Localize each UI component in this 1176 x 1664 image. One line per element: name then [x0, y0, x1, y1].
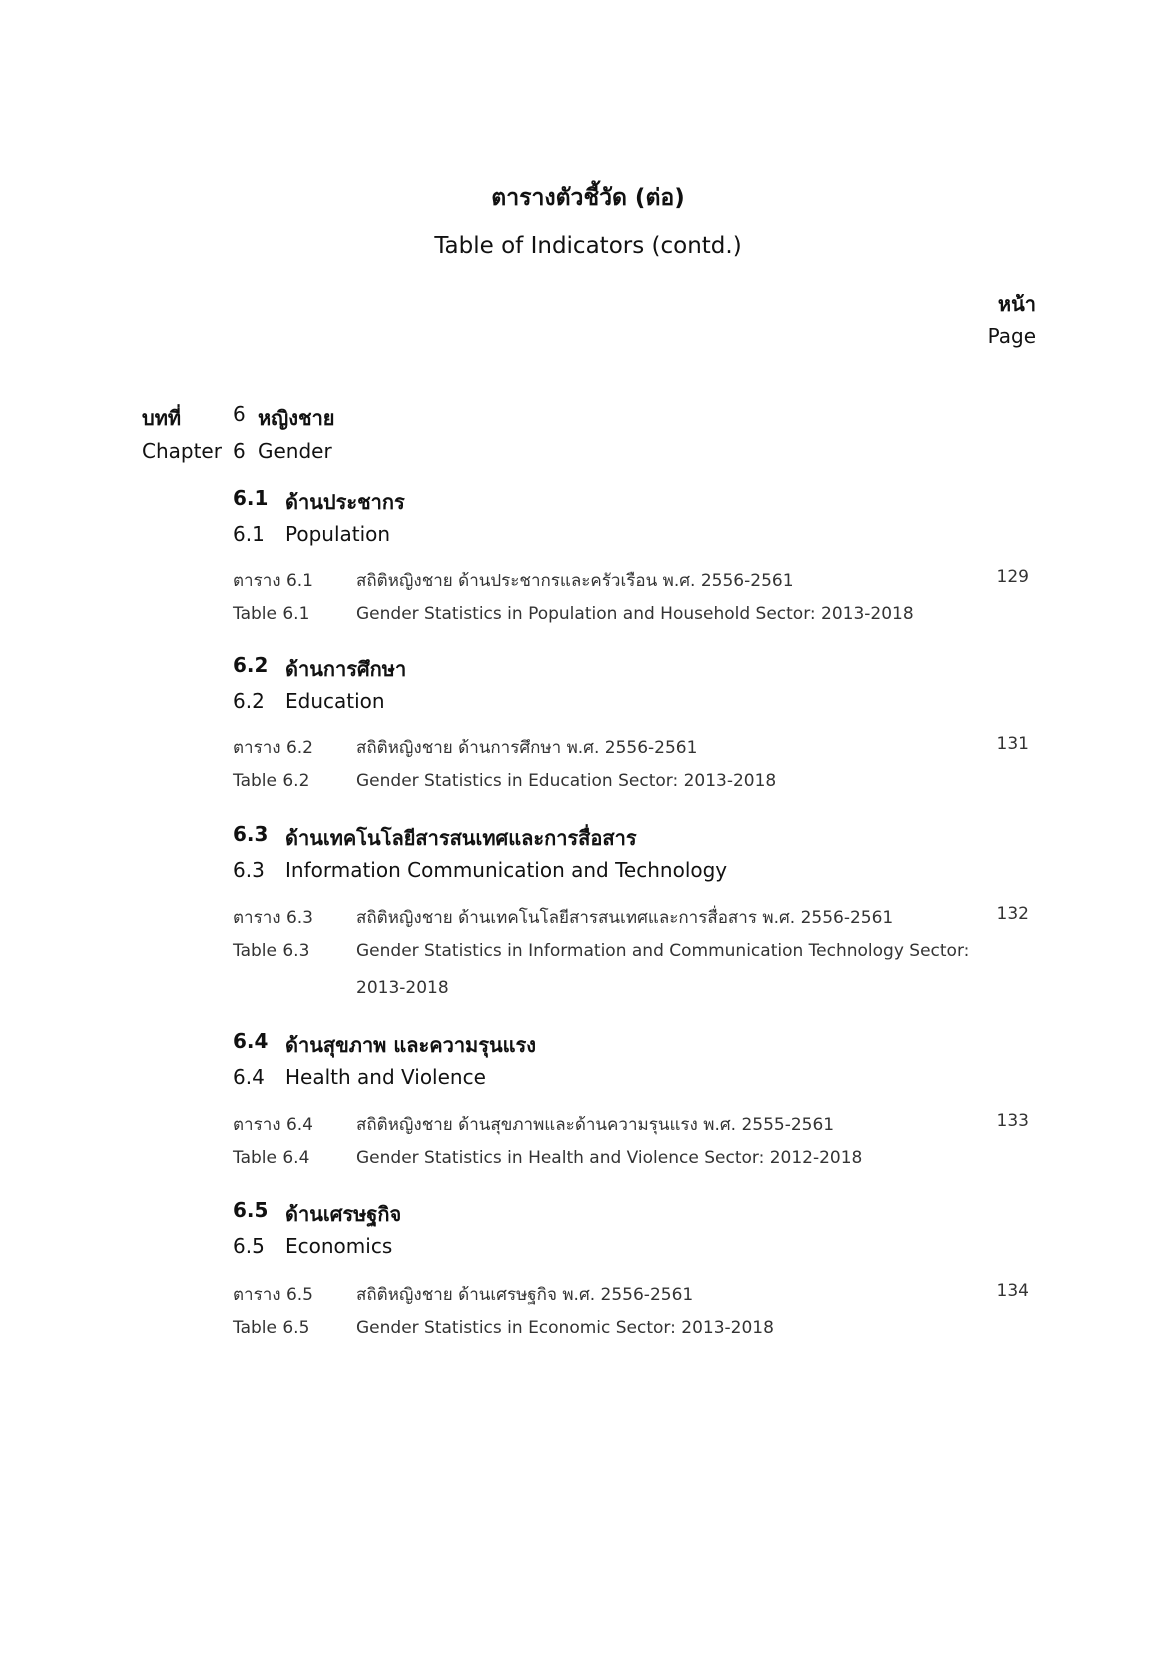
page-title-thai: ตารางตัวชี้วัด (ต่อ) [491, 185, 685, 211]
section-number-english: 6.1 [233, 522, 265, 546]
section-number-thai: 6.2 [233, 653, 269, 677]
table-page-number: 134 [996, 1281, 1029, 1301]
section-number-thai: 6.5 [233, 1198, 269, 1222]
table-title-english: Gender Statistics in Information and Communication Technology Sector: [356, 941, 970, 961]
chapter-number-english: 6 [233, 439, 246, 463]
section-number-english: 6.3 [233, 858, 265, 882]
section-title-thai: ด้านประชากร [285, 490, 405, 514]
chapter-label-thai: บทที่ [142, 406, 182, 430]
table-page-number: 131 [996, 734, 1029, 754]
section-title-thai: ด้านเศรษฐกิจ [285, 1202, 402, 1226]
table-label-english: Table 6.5 [233, 1318, 310, 1338]
table-title-thai: สถิติหญิงชาย ด้านเทคโนโลยีสารสนเทศและการสื่อสาร พ.ศ. 2556-2561 [356, 908, 894, 928]
page-column-label-thai: หน้า [997, 292, 1036, 316]
table-title-english: Gender Statistics in Population and Household Sector: 2013-2018 [356, 604, 914, 624]
table-title-english: Gender Statistics in Health and Violence Sector: 2012-2018 [356, 1148, 863, 1168]
table-label-english: Table 6.3 [233, 941, 310, 961]
section-title-english: Economics [285, 1234, 393, 1258]
table-page-number: 132 [996, 904, 1029, 924]
table-label-thai: ตาราง 6.3 [233, 908, 314, 928]
chapter-label-english: Chapter [142, 439, 222, 463]
section-title-thai: ด้านการศึกษา [285, 657, 407, 681]
page-title-english: Table of Indicators (contd.) [434, 233, 742, 259]
chapter-name-english: Gender [258, 439, 332, 463]
table-label-english: Table 6.4 [233, 1148, 310, 1168]
section-title-english: Health and Violence [285, 1065, 486, 1089]
table-title-english: Gender Statistics in Economic Sector: 2013-2018 [356, 1318, 774, 1338]
table-label-english: Table 6.2 [233, 771, 310, 791]
table-title-english: Gender Statistics in Education Sector: 2013-2018 [356, 771, 777, 791]
table-title-thai: สถิติหญิงชาย ด้านการศึกษา พ.ศ. 2556-2561 [356, 738, 698, 758]
section-title-english: Information Communication and Technology [285, 858, 728, 882]
table-title-thai: สถิติหญิงชาย ด้านสุขภาพและด้านความรุนแรง พ.ศ. 2555-2561 [356, 1115, 835, 1135]
table-label-thai: ตาราง 6.1 [233, 571, 314, 591]
table-page-number: 133 [996, 1111, 1029, 1131]
table-title-thai: สถิติหญิงชาย ด้านประชากรและครัวเรือน พ.ศ. 2556-2561 [356, 571, 794, 591]
table-label-thai: ตาราง 6.4 [233, 1115, 314, 1135]
table-title-english-continued: 2013-2018 [356, 978, 449, 998]
chapter-name-thai: หญิงชาย [258, 406, 335, 430]
page-column-label-english: Page [987, 324, 1036, 348]
section-number-english: 6.4 [233, 1065, 265, 1089]
section-number-thai: 6.3 [233, 822, 269, 846]
table-title-thai: สถิติหญิงชาย ด้านเศรษฐกิจ พ.ศ. 2556-2561 [356, 1285, 694, 1305]
section-number-thai: 6.1 [233, 486, 269, 510]
section-number-english: 6.2 [233, 689, 265, 713]
section-title-english: Population [285, 522, 391, 546]
table-label-thai: ตาราง 6.2 [233, 738, 314, 758]
chapter-number-thai: 6 [233, 402, 246, 426]
section-number-thai: 6.4 [233, 1029, 269, 1053]
table-label-thai: ตาราง 6.5 [233, 1285, 314, 1305]
section-number-english: 6.5 [233, 1234, 265, 1258]
section-title-thai: ด้านเทคโนโลยีสารสนเทศและการสื่อสาร [285, 826, 637, 850]
section-title-thai: ด้านสุขภาพ และความรุนแรง [285, 1033, 537, 1057]
table-label-english: Table 6.1 [233, 604, 310, 624]
section-title-english: Education [285, 689, 385, 713]
table-page-number: 129 [996, 567, 1029, 587]
